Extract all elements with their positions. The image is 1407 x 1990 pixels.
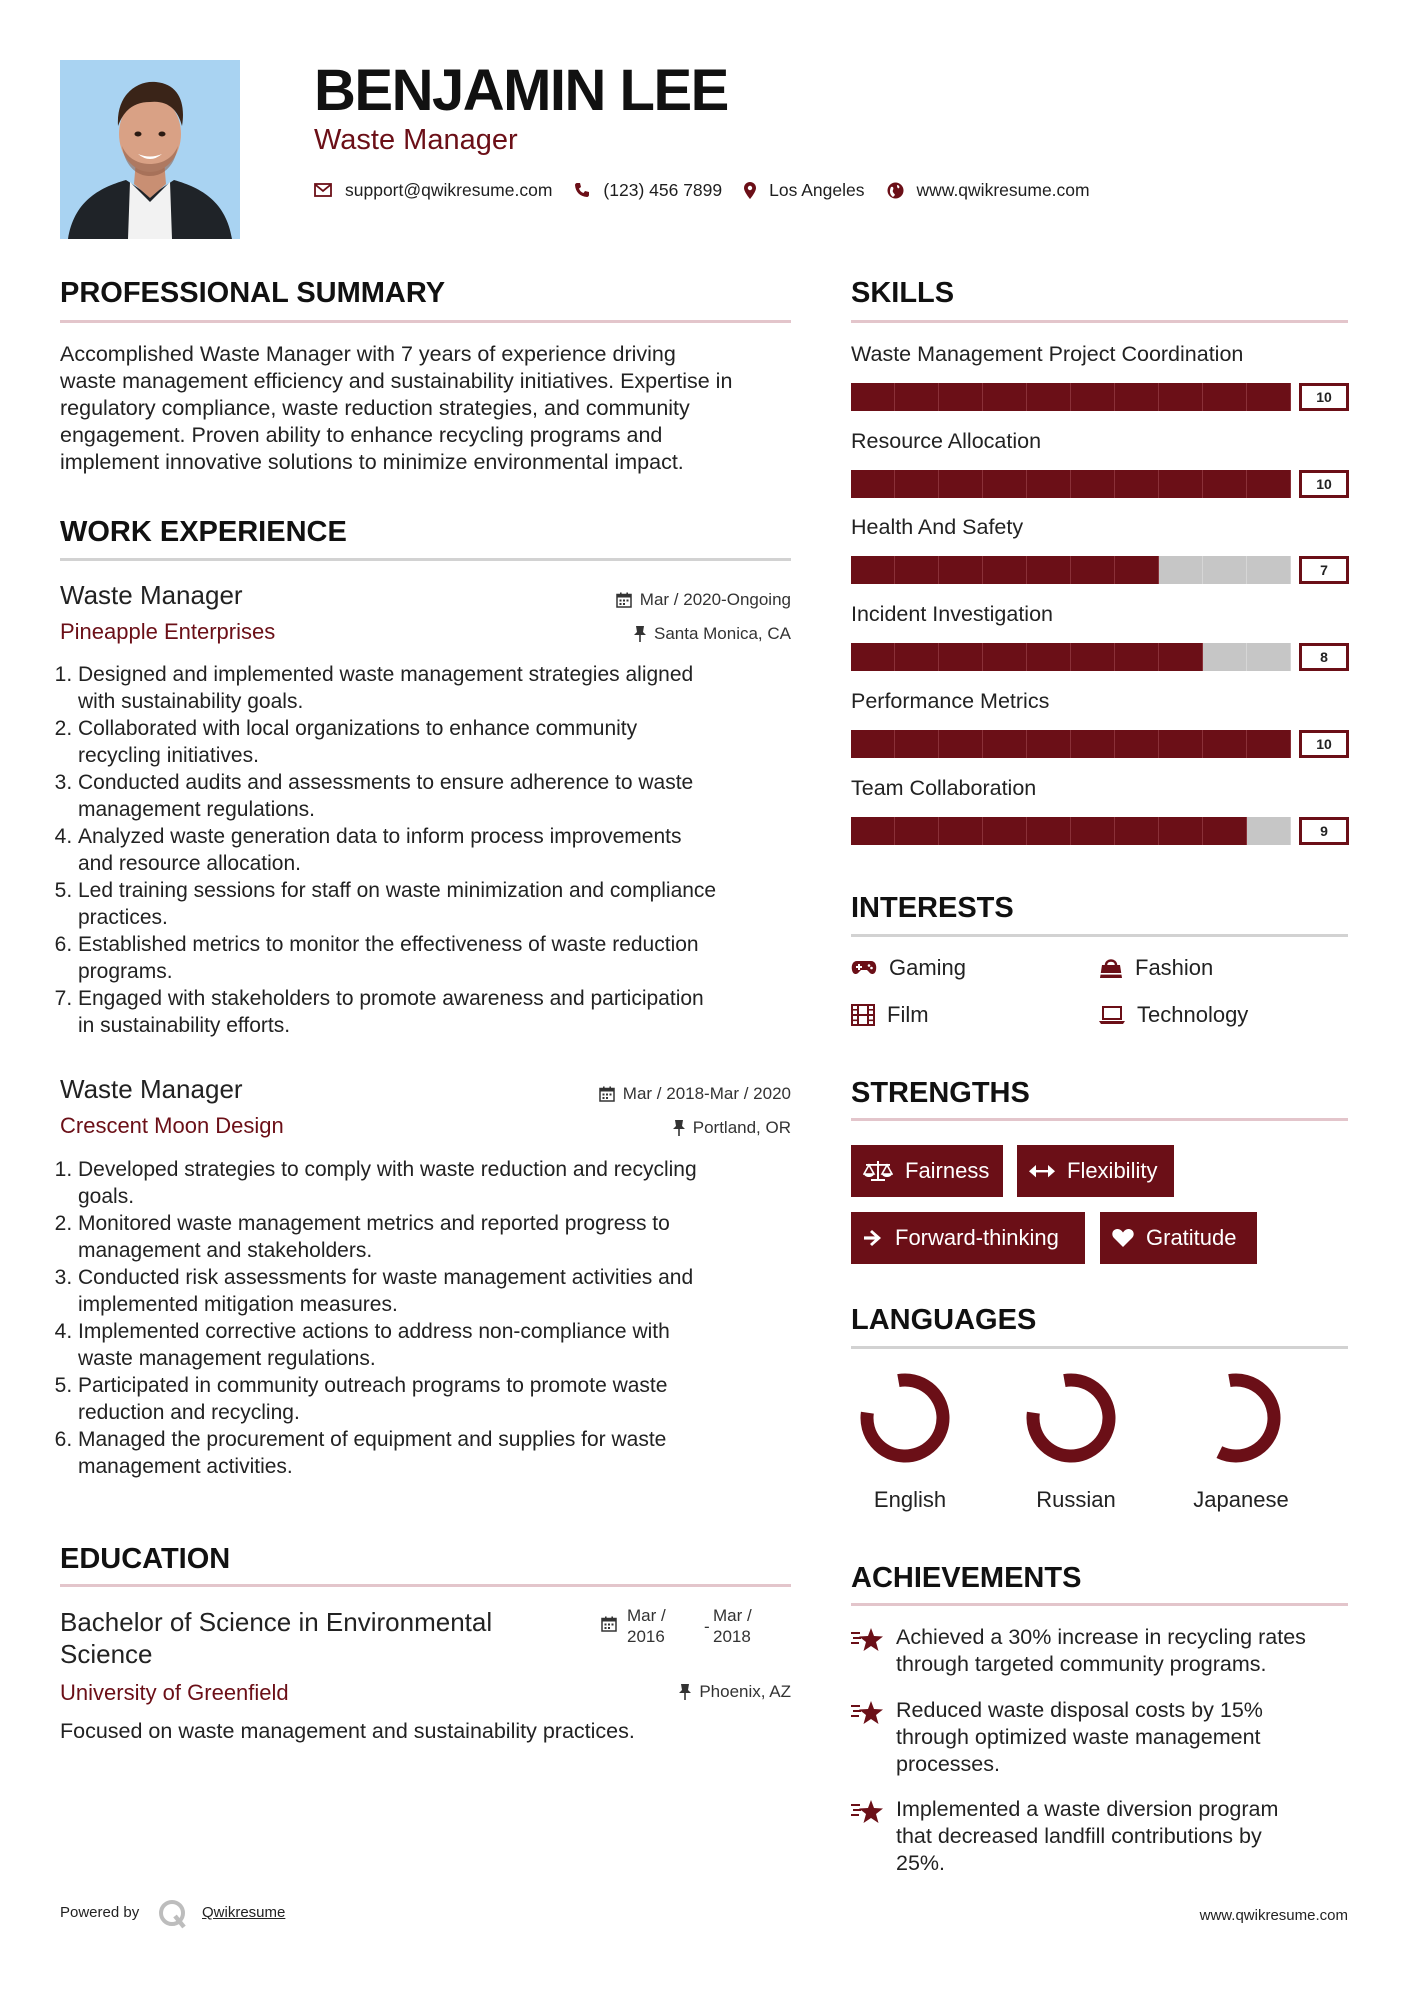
film-icon [851, 1004, 875, 1026]
job-1-dates-text: Mar / 2020-Ongoing [639, 590, 791, 609]
skill-bar-segment [851, 556, 895, 584]
skill-bar-segment [1027, 730, 1071, 758]
language-ring [860, 1373, 950, 1463]
skill-bar-segment [939, 817, 983, 845]
language-japanese [1191, 1373, 1281, 1468]
education-description: Focused on waste management and sustainability practices. [60, 1719, 635, 1743]
skill-bar-segment [1027, 556, 1071, 584]
languages-divider [851, 1346, 1348, 1349]
contact-phone[interactable] [574, 180, 722, 201]
skill-row [851, 600, 1349, 671]
strengths-divider [851, 1118, 1348, 1121]
qwikresume-logo[interactable] [158, 1899, 188, 1934]
list-item: 2. Monitored waste management metrics and reported progress to management and stakeholders. [78, 1210, 818, 1264]
school-name: University of Greenfield [60, 1680, 289, 1705]
strengths-heading: STRENGTHS [851, 1077, 1030, 1109]
skill-bar-segment [1071, 470, 1115, 498]
list-item: 3. Conducted audits and assessments to ensure adherence to waste management regulations. [78, 769, 818, 823]
pushpin-icon [673, 1120, 685, 1136]
arrows-horizontal-icon [1029, 1164, 1055, 1178]
skill-bar-segment [1247, 730, 1291, 758]
achievements-heading: ACHIEVEMENTS [851, 1562, 1082, 1594]
skill-bar-segment [1203, 730, 1247, 758]
powered-by-label: Powered by [60, 1904, 140, 1921]
skill-bar-segment [1115, 470, 1159, 498]
list-item: 5. Led training sessions for staff on waste minimization and compliance practices. [78, 877, 818, 931]
skill-bar-segment [1247, 383, 1291, 411]
skill-row [851, 774, 1349, 845]
skill-bar-segment [851, 643, 895, 671]
skill-rating-bar [851, 470, 1349, 498]
skill-bar-segment [895, 383, 939, 411]
job-2-location-text: Portland, OR [692, 1118, 791, 1137]
list-item: 4. Implemented corrective actions to address non-compliance with waste management regulations. [78, 1318, 818, 1372]
envelope-icon [314, 183, 332, 197]
skill-row [851, 513, 1349, 584]
skill-bar-segment [1159, 556, 1203, 584]
education-end-date: Mar / 2018 [713, 1606, 752, 1646]
skill-bar-segment [1159, 643, 1203, 671]
skill-bar-segment [983, 470, 1027, 498]
language-label: Russian [1036, 1487, 1116, 1512]
strength-chip-fairness: Fairness [851, 1145, 1003, 1197]
achievement-item: Reduced waste disposal costs by 15% through optimized waste management processes. [851, 1697, 1348, 1778]
job-2-dates [599, 1083, 791, 1105]
list-item: 3. Conducted risk assessments for waste management activities and implemented mitigation measures. [78, 1264, 818, 1318]
skill-rating-bar [851, 730, 1349, 758]
skill-bar-segment [1115, 383, 1159, 411]
summary-line: waste management efficiency and sustainability initiatives. Expertise in [60, 369, 733, 393]
contact-website[interactable] [887, 180, 1090, 201]
skill-score-badge: 10 [1299, 383, 1349, 411]
qwikresume-link[interactable]: Qwikresume [202, 1904, 286, 1921]
email-text: support@qwikresume.com [345, 179, 553, 200]
education-heading: EDUCATION [60, 1543, 231, 1575]
skill-bar-segment [851, 470, 895, 498]
calendar-icon [601, 1616, 617, 1632]
interest-fashion: Fashion [1099, 954, 1213, 982]
job-2-company: Crescent Moon Design [60, 1113, 284, 1138]
job-1-role: Waste Manager [60, 580, 243, 610]
skill-bar-segment [1247, 470, 1291, 498]
skill-bar-segment [1203, 470, 1247, 498]
interests-heading: INTERESTS [851, 892, 1014, 924]
skill-bar-segment [895, 730, 939, 758]
skill-label: Performance Metrics [851, 688, 1050, 713]
skill-bar-segment [1071, 817, 1115, 845]
achievement-item: Achieved a 30% increase in recycling rates through targeted community programs. [851, 1624, 1348, 1678]
skill-bar-segment [1071, 383, 1115, 411]
skill-bar-segment [1203, 383, 1247, 411]
skill-bar-segment [1027, 817, 1071, 845]
skill-score-badge: 7 [1299, 556, 1349, 584]
profile-photo [60, 60, 240, 239]
interest-gaming: Gaming [851, 954, 966, 982]
skill-bar-segment [1203, 643, 1247, 671]
summary-heading: PROFESSIONAL SUMMARY [60, 277, 446, 309]
skill-bar-segment [1027, 470, 1071, 498]
list-item: 6. Established metrics to monitor the effectiveness of waste reduction programs. [78, 931, 818, 985]
shooting-star-icon [851, 1699, 884, 1726]
education-calendar-icon-wrap [601, 1616, 617, 1637]
degree-title: Bachelor of Science in Environmental Science [60, 1607, 493, 1669]
shopping-bag-icon [1099, 957, 1123, 979]
contact-email[interactable] [314, 180, 552, 201]
skill-rating-bar [851, 556, 1349, 584]
language-russian [1026, 1373, 1116, 1468]
list-item: 1. Designed and implemented waste management strategies aligned with sustainability goals. [78, 661, 818, 715]
skill-row [851, 340, 1349, 411]
globe-icon [887, 182, 904, 199]
education-location [679, 1681, 791, 1703]
strength-chip-gratitude: Gratitude [1100, 1212, 1257, 1264]
skill-score-badge: 9 [1299, 817, 1349, 845]
education-start-date: Mar / 2016 [627, 1606, 666, 1646]
contact-location [744, 180, 864, 201]
heart-icon [1112, 1228, 1134, 1248]
summary-line: regulatory compliance, waste reduction strategies, and community [60, 396, 690, 420]
education-divider [60, 1584, 791, 1587]
balance-scale-icon [863, 1160, 893, 1182]
list-item: 4. Analyzed waste generation data to inform process improvements and resource allocation. [78, 823, 818, 877]
skill-rating-bar [851, 817, 1349, 845]
skill-bar-segment [939, 383, 983, 411]
skill-bar-segment [895, 643, 939, 671]
skill-bar-segment [939, 730, 983, 758]
website-text: www.qwikresume.com [916, 179, 1090, 200]
qwikresume-logo-icon [158, 1899, 188, 1929]
skill-bar-segment [1159, 817, 1203, 845]
skill-bar-segment [851, 730, 895, 758]
pushpin-icon [634, 626, 646, 642]
achievements-divider [851, 1603, 1348, 1606]
contact-bar [314, 178, 1112, 202]
map-pin-icon [744, 182, 756, 199]
language-english [860, 1373, 950, 1468]
list-item: 6. Managed the procurement of equipment and supplies for waste management activities. [78, 1426, 818, 1480]
skill-bar-segment [1115, 817, 1159, 845]
skills-heading: SKILLS [851, 277, 955, 309]
skill-score-badge: 8 [1299, 643, 1349, 671]
strength-chip-flexibility: Flexibility [1017, 1145, 1174, 1197]
skill-bar-segment [1027, 643, 1071, 671]
shooting-star-icon [851, 1626, 884, 1653]
summary-divider [60, 320, 791, 323]
language-label: Japanese [1193, 1487, 1289, 1512]
list-item: 5. Participated in community outreach programs to promote waste reduction and recycling. [78, 1372, 818, 1426]
education-location-text: Phoenix, AZ [699, 1682, 791, 1701]
calendar-icon [599, 1086, 615, 1102]
skill-score-badge: 10 [1299, 470, 1349, 498]
skill-bar-segment [939, 556, 983, 584]
list-item: 2. Collaborated with local organizations to enhance community recycling initiatives. [78, 715, 818, 769]
job-1-location [634, 623, 791, 645]
interest-technology: Technology [1099, 1001, 1248, 1029]
interest-film: Film [851, 1001, 929, 1029]
skill-label: Health And Safety [851, 515, 1024, 540]
languages-heading: LANGUAGES [851, 1304, 1037, 1336]
summary-line: Accomplished Waste Manager with 7 years of experience driving [60, 342, 676, 366]
language-label: English [873, 1487, 947, 1512]
skill-bar-segment [895, 556, 939, 584]
skill-bar-segment [1071, 730, 1115, 758]
date-separator: - [704, 1617, 710, 1636]
skill-label: Incident Investigation [851, 602, 1053, 627]
arrow-right-icon [863, 1228, 883, 1248]
skill-bar-segment [851, 817, 895, 845]
skill-label: Resource Allocation [851, 428, 1042, 453]
language-ring [1026, 1373, 1116, 1463]
skill-bar-segment [983, 730, 1027, 758]
candidate-name: BENJAMIN LEE [314, 58, 728, 123]
skill-rating-bar [851, 383, 1349, 411]
skill-bar-segment [1159, 730, 1203, 758]
gamepad-icon [851, 960, 877, 976]
skill-bar-segment [1115, 643, 1159, 671]
summary-line: implement innovative solutions to minimize environmental impact. [60, 450, 684, 474]
experience-heading: WORK EXPERIENCE [60, 516, 347, 548]
location-text: Los Angeles [769, 179, 865, 200]
skill-bar-segment [895, 470, 939, 498]
skill-bar-segment [895, 817, 939, 845]
experience-divider [60, 558, 791, 561]
skill-bar-segment [1159, 383, 1203, 411]
skill-bar-segment [1027, 383, 1071, 411]
skills-divider [851, 320, 1348, 323]
skill-bar-segment [983, 643, 1027, 671]
summary-line: engagement. Proven ability to enhance recycling programs and [60, 423, 663, 447]
footer-url[interactable]: www.qwikresume.com [1199, 1907, 1348, 1924]
skill-label: Team Collaboration [851, 775, 1037, 800]
skill-bar-segment [1203, 817, 1247, 845]
skill-bar-segment [1115, 556, 1159, 584]
skill-bar-segment [939, 470, 983, 498]
candidate-title: Waste Manager [314, 124, 518, 156]
language-ring [1191, 1373, 1281, 1463]
interests-divider [851, 934, 1348, 937]
skill-bar-segment [983, 817, 1027, 845]
shooting-star-icon [851, 1798, 884, 1825]
skill-bar-segment [1247, 556, 1291, 584]
list-item: 7. Engaged with stakeholders to promote awareness and participation in sustainability efforts. [78, 985, 818, 1039]
strength-chip-forward-thinking: Forward-thinking [851, 1212, 1085, 1264]
skill-bar-segment [983, 383, 1027, 411]
skill-row [851, 427, 1349, 498]
calendar-icon [616, 592, 632, 608]
skill-row [851, 687, 1349, 758]
job-2-role: Waste Manager [60, 1074, 243, 1104]
job-1-company: Pineapple Enterprises [60, 619, 276, 644]
skill-bar-segment [1071, 643, 1115, 671]
skill-label: Waste Management Project Coordination [851, 342, 1244, 366]
job-2-bullets [60, 1156, 818, 1480]
phone-text: (123) 456 7899 [603, 179, 723, 200]
job-2-location [673, 1117, 791, 1139]
achievement-item: Implemented a waste diversion program that decreased landfill contributions by 25%. [851, 1796, 1348, 1877]
skill-bar-segment [1203, 556, 1247, 584]
skill-bar-segment [1247, 817, 1291, 845]
laptop-icon [1099, 1006, 1125, 1024]
job-1-dates [616, 589, 791, 611]
skill-bar-segment [1115, 730, 1159, 758]
skill-bar-segment [1247, 643, 1291, 671]
skill-bar-segment [851, 383, 895, 411]
skill-score-badge: 10 [1299, 730, 1349, 758]
list-item: 1. Developed strategies to comply with waste reduction and recycling goals. [78, 1156, 818, 1210]
skill-bar-segment [1159, 470, 1203, 498]
job-1-bullets [60, 661, 818, 1039]
skill-bar-segment [983, 556, 1027, 584]
job-1-location-text: Santa Monica, CA [653, 624, 791, 643]
job-2-dates-text: Mar / 2018-Mar / 2020 [622, 1084, 791, 1103]
summary-text [60, 341, 800, 476]
skill-bar-segment [939, 643, 983, 671]
skill-rating-bar [851, 643, 1349, 671]
pushpin-icon [679, 1684, 691, 1700]
phone-icon [574, 182, 590, 198]
skill-bar-segment [1071, 556, 1115, 584]
